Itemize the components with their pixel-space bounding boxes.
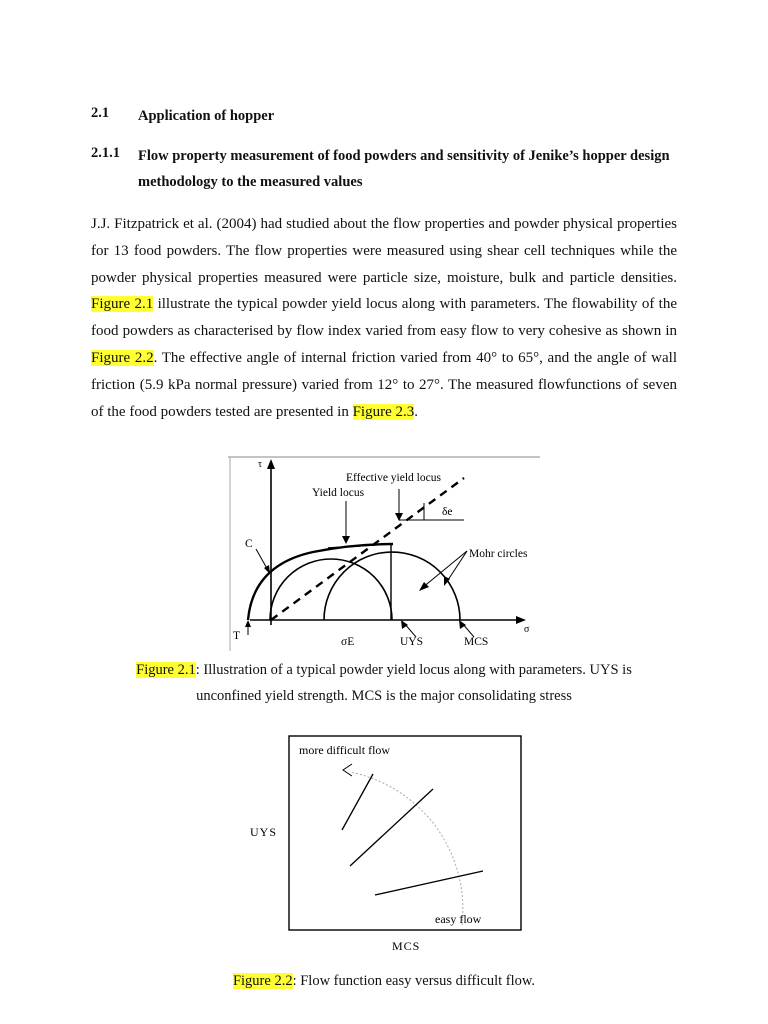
figure-2-1-reference[interactable]: Figure 2.1 xyxy=(91,296,154,313)
figure-2-3-reference[interactable]: Figure 2.3 xyxy=(352,403,415,420)
t-label: T xyxy=(233,630,241,642)
flow-line-difficult xyxy=(342,774,373,830)
tau-axis-arrow xyxy=(267,459,275,469)
figure-2-1-caption xyxy=(100,657,668,709)
uys-axis-label: UYS xyxy=(250,825,278,839)
subsection-title: Flow property measurement of food powders and sensitivity of Jenike’s hopper design methodology to the measured values xyxy=(138,148,670,190)
figure-2-2-caption-text: : Flow function easy versus difficult flow. xyxy=(292,973,536,989)
sigma-axis-arrow xyxy=(516,616,526,624)
t-pointer-head xyxy=(245,620,251,627)
yield-locus-label: Yield locus xyxy=(312,487,365,499)
figure-2-1-caption-line2: unconfined yield strength. MCS is the major consolidating stress xyxy=(196,688,572,704)
difficulty-arc xyxy=(350,772,463,925)
para-text-1: J.J. Fitzpatrick et al. (2004) had studied about the flow properties and powder physical properties for 13 food powders. The flow properties were measured using shear cell techniques while the powder physical properties measured were particle size, moisture, bulk and particle densities. xyxy=(91,216,677,286)
figure-2-1-yield-locus xyxy=(228,455,540,655)
mcs-axis-label: MCS xyxy=(392,939,421,953)
flow-line-medium xyxy=(350,789,433,866)
mohr-circles-label: Mohr circles xyxy=(469,548,528,560)
figure-2-2-flow-function xyxy=(240,732,530,957)
yield-locus-pointer-head xyxy=(342,536,350,544)
easy-flow-label: easy flow xyxy=(435,912,482,926)
section-title: Application of hopper xyxy=(138,108,275,124)
c-label: C xyxy=(245,538,253,550)
flow-line-easy xyxy=(375,871,483,895)
figure-2-1-caption-text: : Illustration of a typical powder yield locus along with parameters. UYS is xyxy=(195,662,632,678)
para-text-4: . xyxy=(414,403,418,420)
figure-2-2-reference[interactable]: Figure 2.2 xyxy=(91,349,154,366)
more-difficult-flow-label: more difficult flow xyxy=(299,743,391,757)
c-pointer-head xyxy=(264,565,270,574)
plot-frame xyxy=(289,736,521,930)
subsection-number: 2.1.1 xyxy=(91,145,120,161)
difficulty-arrow-head xyxy=(343,764,352,776)
mohr-pointer-2 xyxy=(446,551,467,583)
uys-label: UYS xyxy=(400,636,424,648)
effective-yield-locus-label: Effective yield locus xyxy=(346,472,441,484)
delta-e-label: δe xyxy=(442,506,453,518)
mcs-label: MCS xyxy=(464,636,489,648)
figure-2-2-caption xyxy=(100,968,668,994)
uys-pointer-head xyxy=(401,620,408,629)
para-text-3: . The effective angle of internal friction varied from 40° to 65°, and the angle of wall friction (5.9 kPa normal pressure) varied from 12° to 27°. The measured flowfunctions of seven of the food powders tested are presented in xyxy=(91,349,677,420)
sigma-label: σ xyxy=(524,624,530,635)
sigma-e-label: σE xyxy=(341,636,355,648)
body-paragraph xyxy=(91,211,677,425)
effective-yield-locus-line xyxy=(271,478,464,620)
mcs-pointer-head xyxy=(459,620,466,629)
figure-2-1-caption-ref: Figure 2.1 xyxy=(136,662,196,678)
para-text-2: illustrate the typical powder yield locus along with parameters. The flowability of the food powders as characterised by flow index varied from easy flow to very cohesive as shown in xyxy=(91,296,677,340)
figure-2-2-caption-ref: Figure 2.2 xyxy=(232,973,293,989)
section-number: 2.1 xyxy=(91,105,110,121)
tau-label: τ xyxy=(258,459,263,470)
